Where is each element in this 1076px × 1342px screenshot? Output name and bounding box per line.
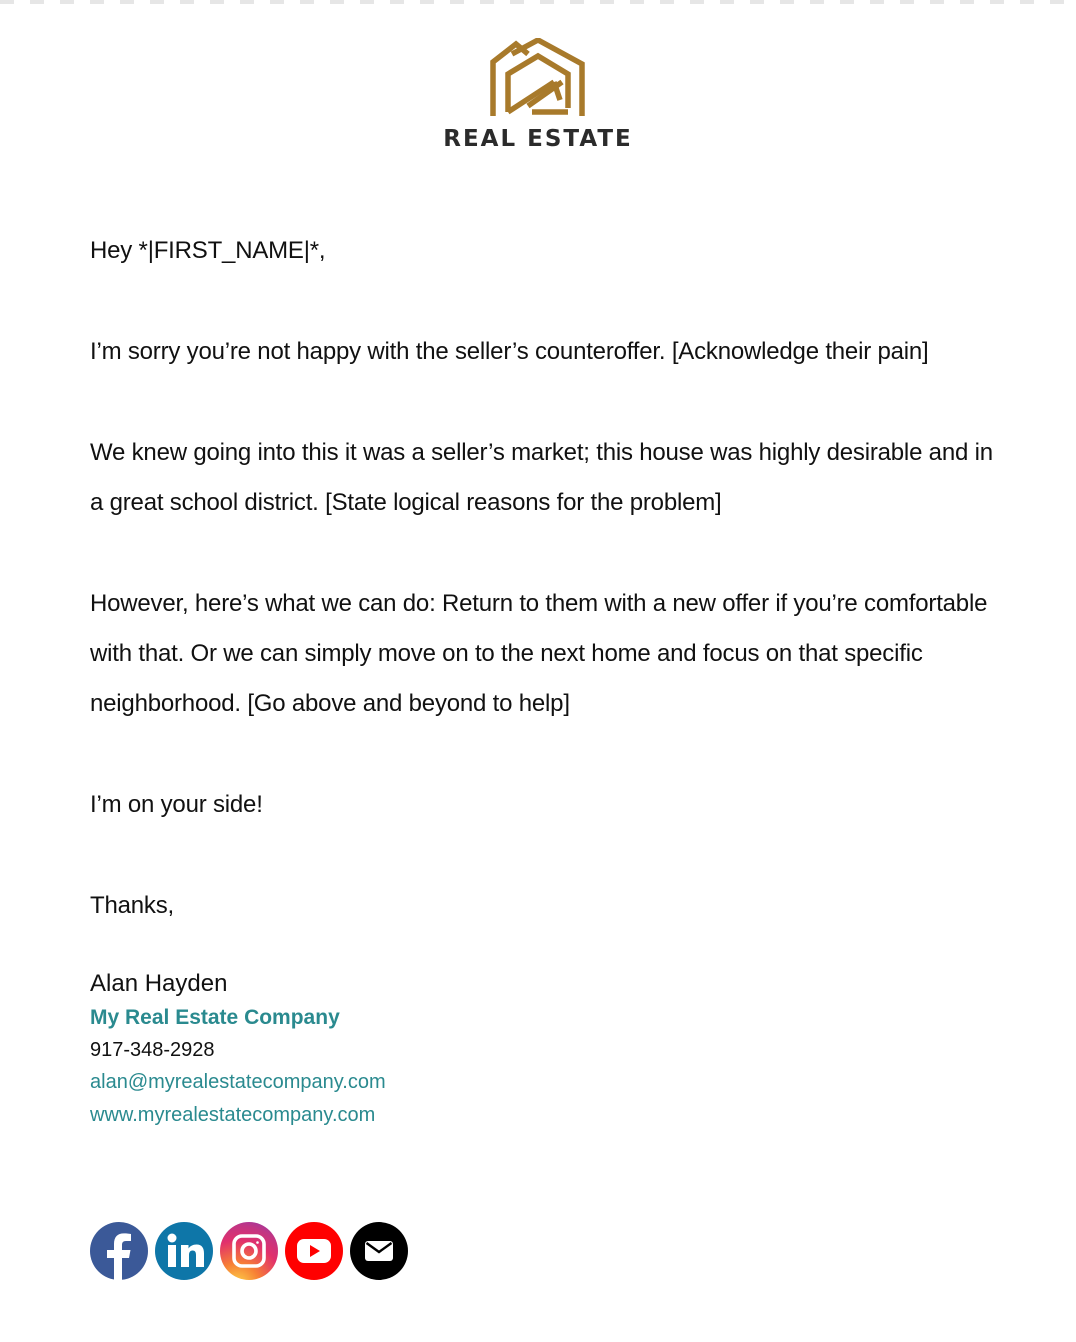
house-logo-icon <box>488 38 588 120</box>
facebook-icon <box>90 1222 148 1280</box>
email-body <box>90 226 1010 982</box>
signature-name: Alan Hayden <box>90 970 228 997</box>
youtube-icon <box>285 1222 343 1280</box>
greeting: Hey *|FIRST_NAME|*, <box>90 237 326 264</box>
logo-text: REAL ESTATE <box>443 126 633 152</box>
facebook-button[interactable] <box>90 1222 148 1280</box>
paragraph-reasons: We knew going into this it was a seller’s market; this house was highly desirable and in a great school district. [State logical reasons for the problem] <box>90 439 993 516</box>
closing: Thanks, <box>90 892 174 919</box>
signature-email-link[interactable]: alan@myrealestatecompany.com <box>90 1071 386 1093</box>
email-button[interactable] <box>350 1222 408 1280</box>
social-links <box>90 1222 408 1280</box>
paragraph-acknowledge: I’m sorry you’re not happy with the seller’s counteroffer. [Acknowledge their pain] <box>90 338 929 365</box>
youtube-button[interactable] <box>285 1222 343 1280</box>
signature-website-link[interactable]: www.myrealestatecompany.com <box>90 1104 376 1126</box>
header-logo <box>0 38 1076 152</box>
signature-block <box>90 966 690 1132</box>
instagram-icon <box>220 1222 278 1280</box>
instagram-button[interactable] <box>220 1222 278 1280</box>
paragraph-support: I’m on your side! <box>90 791 263 818</box>
paragraph-help: However, here’s what we can do: Return to them with a new offer if you’re comfortable with that. Or we can simply move on to the next home and focus on that specific neighborhood. [Go above and beyond to help] <box>90 590 988 717</box>
linkedin-button[interactable] <box>155 1222 213 1280</box>
top-border <box>0 0 1076 4</box>
linkedin-icon <box>155 1222 213 1280</box>
email-icon <box>350 1222 408 1280</box>
signature-company: My Real Estate Company <box>90 1006 340 1029</box>
signature-phone: 917-348-2928 <box>90 1039 215 1061</box>
